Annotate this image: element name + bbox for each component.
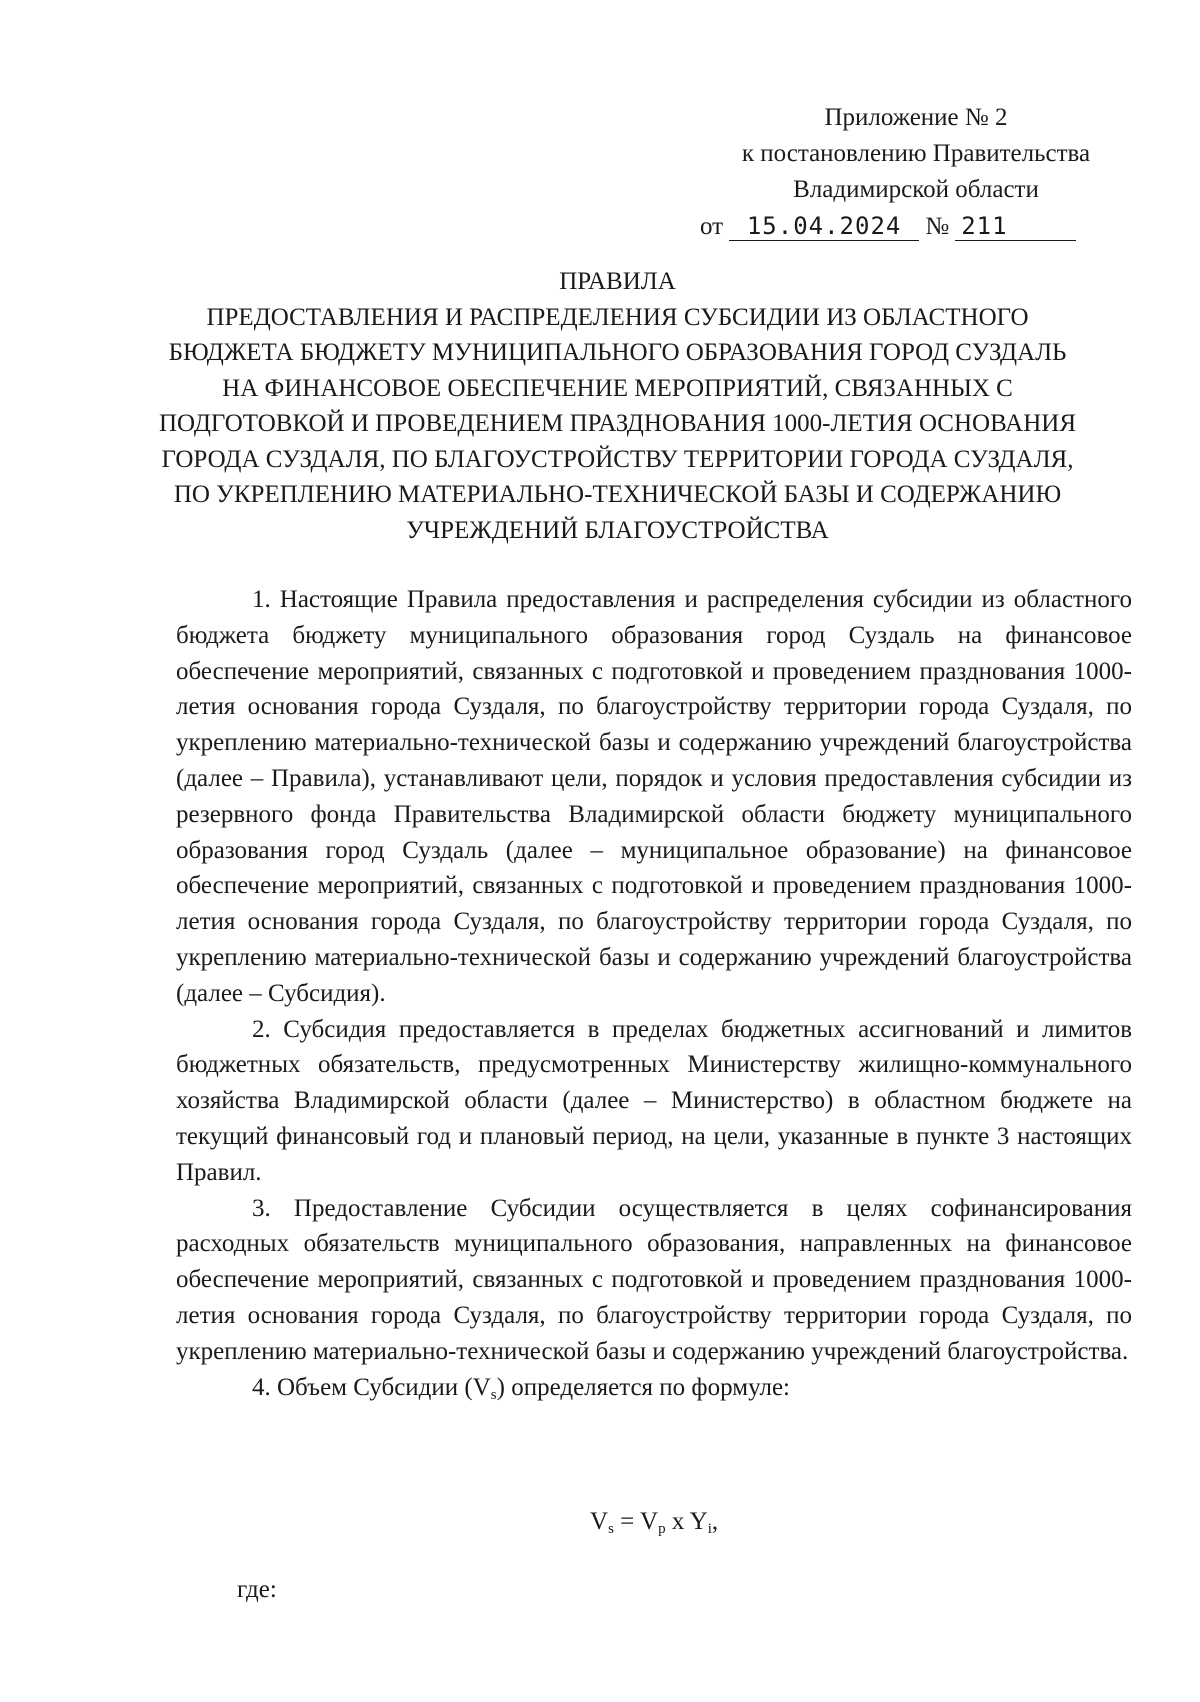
date-value: 15.04.2024 [729,212,919,241]
formula [590,1508,718,1538]
formula-p-subscript: p [658,1521,666,1537]
where-label: где: [237,1576,277,1603]
paragraph-4-subscript: s [490,1386,497,1403]
paragraph-1: 1. Настоящие Правила предоставления и распределения субсидии из областного бюджета бюджету муниципального образования город Суздаль на финансовое обеспечение мероприятий, связанных с подготовкой и проведением празднования 1000-летия основания города Суздаля, по благоустройству территории города Суздаля, по укреплению материально-технической базы и содержанию учреждений благоустройства (далее – Правила), устанавливают цели, порядок и условия предоставления субсидии из резервного фонда Правительства Владимирской области бюджету муниципального образования город Суздаль (далее – муниципальное образование) на финансовое обеспечение мероприятий, связанных с подготовкой и проведением празднования 1000-летия основания города Суздаля, по благоустройству территории города Суздаля, по укреплению материально-технической базы и содержанию учреждений благоустройства (далее – Субсидия). [176,586,1132,1007]
formula-i-subscript: i [707,1521,712,1537]
title-heading: ПРАВИЛА [559,268,676,295]
paragraph-4-end: ) определяется по формуле: [496,1373,790,1401]
date-prefix: от [700,213,724,240]
formula-times: x Y [665,1508,708,1535]
paragraph-2: 2. Субсидия предоставляется в пределах бюджетных ассигнований и лимитов бюджетных обязательств, предусмотренных Министерству жилищно-коммунального хозяйства Владимирской области (далее – Министерство) в областном бюджете на текущий финансовый год и плановый период, на цели, указанные в пункте 3 настоящих Правил. [176,1015,1132,1186]
formula-v: V [590,1508,609,1535]
appendix-region: Владимирской области [793,176,1039,203]
appendix-reference: к постановлению Правительства [741,140,1091,167]
appendix-block [700,100,1132,245]
formula-end: , [711,1508,719,1535]
appendix-date-row [700,209,1132,245]
document-body [176,582,1132,1413]
formula-eq: = V [613,1508,659,1535]
number-value: 211 [955,212,1076,241]
number-prefix: № [925,213,950,240]
formula-v-subscript: s [608,1521,614,1537]
title-subtitle: ПРЕДОСТАВЛЕНИЯ И РАСПРЕДЕЛЕНИЯ СУБСИДИИ ИЗ ОБЛАСТНОГО БЮДЖЕТА БЮДЖЕТУ МУНИЦИПАЛЬНОГО ОБРАЗОВАНИЯ ГОРОД СУЗДАЛЬ НА ФИНАНСОВОЕ ОБЕСПЕЧЕНИЕ МЕРОПРИЯТИЙ, СВЯЗАННЫХ С ПОДГОТОВКОЙ И ПРОВЕДЕНИЕМ ПРАЗДНОВАНИЯ 1000-ЛЕТИЯ ОСНОВАНИЯ ГОРОДА СУЗДАЛЯ, ПО БЛАГОУСТРОЙСТВУ ТЕРРИТОРИИ ГОРОДА СУЗДАЛЯ, ПО УКРЕПЛЕНИЮ МАТЕРИАЛЬНО-ТЕХНИЧЕСКОЙ БАЗЫ И СОДЕРЖАНИЮ УЧРЕЖДЕНИЙ БЛАГОУСТРОЙСТВА [158,303,1077,544]
paragraph-4 [176,1370,1132,1414]
paragraph-4-start: 4. Объем Субсидии (V [252,1373,491,1401]
appendix-number: Приложение № 2 [824,104,1008,131]
document-title [150,264,1085,548]
paragraph-3: 3. Предоставление Субсидии осуществляется в целях софинансирования расходных обязательств муниципального образования, направленных на финансовое обеспечение мероприятий, связанных с подготовкой и проведением празднования 1000-летия основания города Суздаля, по благоустройству территории города Суздаля, по укреплению материально-технической базы и содержанию учреждений благоустройства. [176,1194,1132,1365]
